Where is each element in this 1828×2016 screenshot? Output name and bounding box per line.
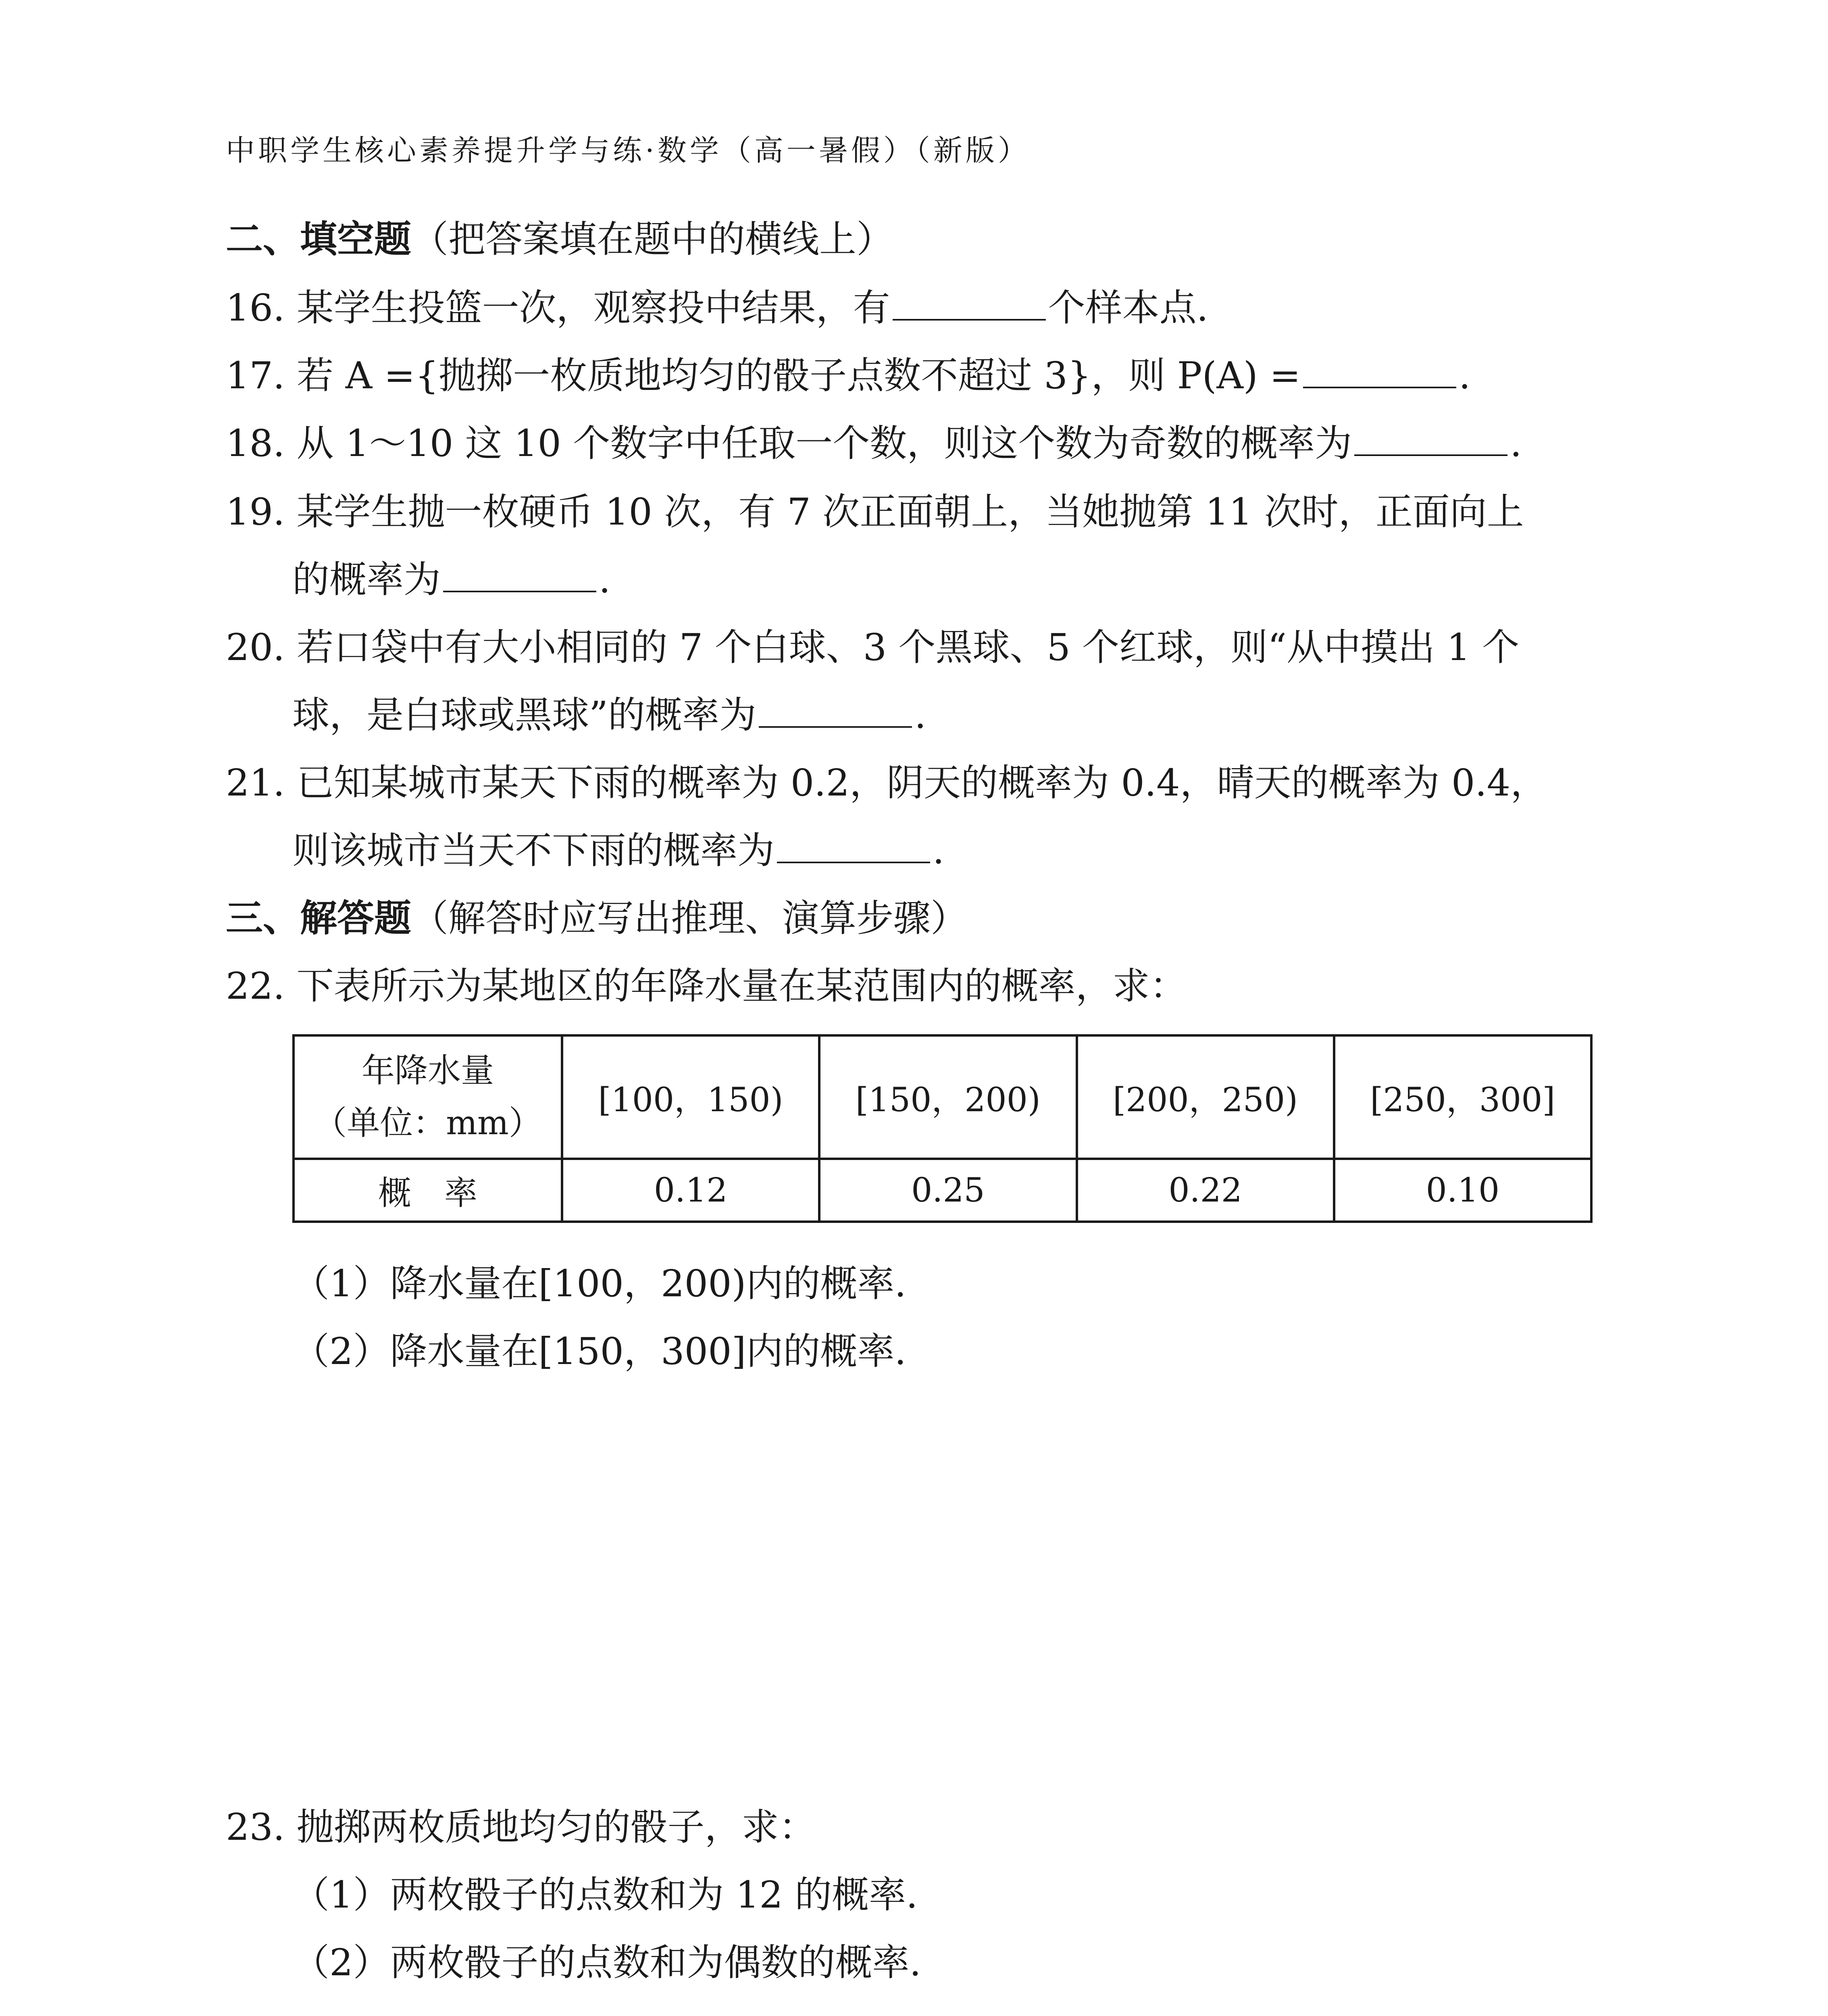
- question-text: 若 A ={抛掷一枚质地均匀的骰子点数不超过 3}，则 P(A) =: [296, 354, 1301, 397]
- question-number: 18.: [226, 422, 285, 465]
- section-title: 三、解答题: [226, 896, 412, 940]
- running-head: 中职学生核心素养提升学与练·数学（高一暑假）（新版）: [226, 133, 1030, 167]
- section-instruction: （把答案填在题中的横线上）: [411, 218, 894, 261]
- question-text: 某学生投篮一次，观察投中结果，有: [296, 286, 890, 329]
- table-cell: 0.10: [1334, 1159, 1591, 1222]
- section-instruction: （解答时应写出推理、演算步骤）: [411, 897, 968, 940]
- question-number: 21.: [226, 761, 285, 804]
- question-23-part-2: （2）两枚骰子的点数和为偶数的概率.: [292, 1941, 921, 1984]
- question-text: 下表所示为某地区的年降水量在某范围内的概率，求：: [296, 964, 1187, 1008]
- question-number: 20.: [226, 626, 285, 669]
- section-fill-in-blank: [226, 210, 893, 263]
- answer-blank[interactable]: [443, 558, 596, 592]
- question-text-end: .: [914, 694, 926, 737]
- table-row: [294, 1035, 1591, 1159]
- question-text-end: .: [1510, 422, 1522, 465]
- question-text-end: .: [933, 829, 945, 872]
- question-20: [226, 618, 1519, 671]
- question-text: 则该城市当天不下雨的概率为: [292, 829, 775, 872]
- question-19-continued: [292, 550, 610, 603]
- table-cell: [150，200): [819, 1035, 1076, 1159]
- table-cell: 0.22: [1077, 1159, 1334, 1222]
- question-22: [226, 956, 1187, 1010]
- question-text-end: .: [1459, 354, 1471, 397]
- question-23: [226, 1797, 816, 1851]
- question-text: 从 1～10 这 10 个数字中任取一个数，则这个数为奇数的概率为: [296, 422, 1352, 465]
- question-text: 的概率为: [292, 558, 441, 601]
- question-text: 若口袋中有大小相同的 7 个白球、3 个黑球、5 个红球，则“从中摸出 1 个: [296, 626, 1520, 669]
- question-17: [226, 346, 1470, 399]
- rainfall-probability-table: [292, 1034, 1593, 1223]
- question-18: [226, 414, 1522, 467]
- question-19: [226, 482, 1524, 535]
- question-16: [226, 278, 1208, 331]
- section-title: 二、填空题: [226, 217, 412, 261]
- question-22-part-2: （2）降水量在[150，300]内的概率.: [292, 1330, 906, 1373]
- question-22-part-1: （1）降水量在[100，200)内的概率.: [292, 1262, 906, 1305]
- answer-blank[interactable]: [759, 694, 912, 728]
- question-23-part-1: （1）两枚骰子的点数和为 12 的概率.: [292, 1873, 918, 1916]
- question-21-continued: [292, 821, 944, 874]
- question-text: 球，是白球或黑球”的概率为: [292, 694, 757, 737]
- question-number: 19.: [226, 490, 285, 533]
- table-row: [294, 1159, 1591, 1222]
- question-number: 17.: [226, 354, 285, 397]
- section-solutions: [226, 889, 968, 942]
- question-text-end: 个样本点.: [1048, 286, 1208, 329]
- question-number: 16.: [226, 286, 285, 329]
- question-text-end: .: [599, 558, 611, 601]
- answer-blank[interactable]: [893, 287, 1046, 321]
- answer-blank[interactable]: [1303, 354, 1456, 388]
- table-cell: 0.25: [819, 1159, 1076, 1222]
- question-text: 抛掷两枚质地均匀的骰子，求：: [296, 1806, 816, 1849]
- question-21: [226, 753, 1547, 806]
- table-cell: [250，300]: [1334, 1035, 1591, 1159]
- table-row-label: 概 率: [294, 1159, 562, 1222]
- table-header-label: 年降水量 （单位：mm）: [294, 1035, 562, 1159]
- question-text: 某学生抛一枚硬币 10 次，有 7 次正面朝上，当她抛第 11 次时，正面向上: [296, 490, 1524, 533]
- table-cell: 0.12: [562, 1159, 819, 1222]
- question-20-continued: [292, 685, 926, 739]
- question-text: 已知某城市某天下雨的概率为 0.2，阴天的概率为 0.4，晴天的概率为 0.4，: [296, 761, 1548, 804]
- question-number: 22.: [226, 964, 285, 1008]
- table-cell: [200，250): [1077, 1035, 1334, 1159]
- answer-blank[interactable]: [1354, 422, 1507, 456]
- table-cell: [100，150): [562, 1035, 819, 1159]
- question-number: 23.: [226, 1806, 285, 1849]
- answer-blank[interactable]: [777, 829, 930, 863]
